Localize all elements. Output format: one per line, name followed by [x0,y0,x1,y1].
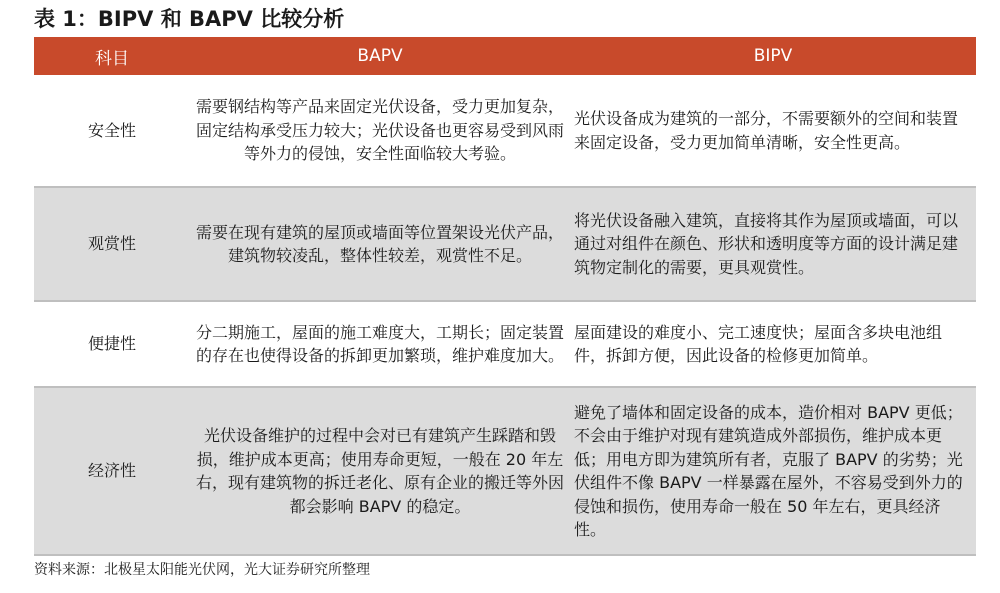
row-bipv: 光伏设备成为建筑的一部分，不需要额外的空间和装置来固定设备，受力更加简单清晰，安全性更高。 [570,75,976,187]
comparison-table [34,37,976,556]
table-row [34,187,976,301]
table-title: 表 1：BIPV 和 BAPV 比较分析 [34,7,345,31]
row-bapv: 需要钢结构等产品来固定光伏设备，受力更加复杂，固定结构承受压力较大；光伏设备也更容易受到风雨等外力的侵蚀，安全性面临较大考验。 [190,75,570,187]
header-row [34,37,976,75]
row-bipv: 避免了墙体和固定设备的成本，造价相对 BAPV 更低；不会由于维护对现有建筑造成外部损伤，维护成本更低；用电方即为建筑所有者，克服了 BAPV 的劣势；光伏组件不像 BAPV 一样暴露在屋外，不容易受到外力的侵蚀和损伤，使用寿命一般在 50 年左右，更具经济性。 [570,387,976,555]
row-item: 便捷性 [34,301,190,387]
row-bipv: 将光伏设备融入建筑，直接将其作为屋顶或墙面，可以通过对组件在颜色、形状和透明度等方面的设计满足建筑物定制化的需要，更具观赏性。 [570,187,976,301]
table-row [34,75,976,187]
row-bapv: 分二期施工，屋面的施工难度大，工期长；固定装置的存在也使得设备的拆卸更加繁琐，维护难度加大。 [190,301,570,387]
row-bapv: 需要在现有建筑的屋顶或墙面等位置架设光伏产品，建筑物较凌乱，整体性较差，观赏性不足。 [190,187,570,301]
header-bipv: BIPV [570,37,976,75]
header-bapv: BAPV [190,37,570,75]
header-item: 科目 [34,37,190,75]
row-item: 经济性 [34,387,190,555]
row-item: 安全性 [34,75,190,187]
row-bipv: 屋面建设的难度小、完工速度快；屋面含多块电池组件，拆卸方便，因此设备的检修更加简单。 [570,301,976,387]
row-bapv: 光伏设备维护的过程中会对已有建筑产生踩踏和毁损，维护成本更高；使用寿命更短，一般在 20 年左右，现有建筑物的拆迁老化、原有企业的搬迁等外因都会影响 BAPV 的稳定。 [190,387,570,555]
table-row [34,387,976,555]
row-item: 观赏性 [34,187,190,301]
table-row [34,301,976,387]
source-note: 资料来源：北极星太阳能光伏网，光大证券研究所整理 [34,562,370,578]
